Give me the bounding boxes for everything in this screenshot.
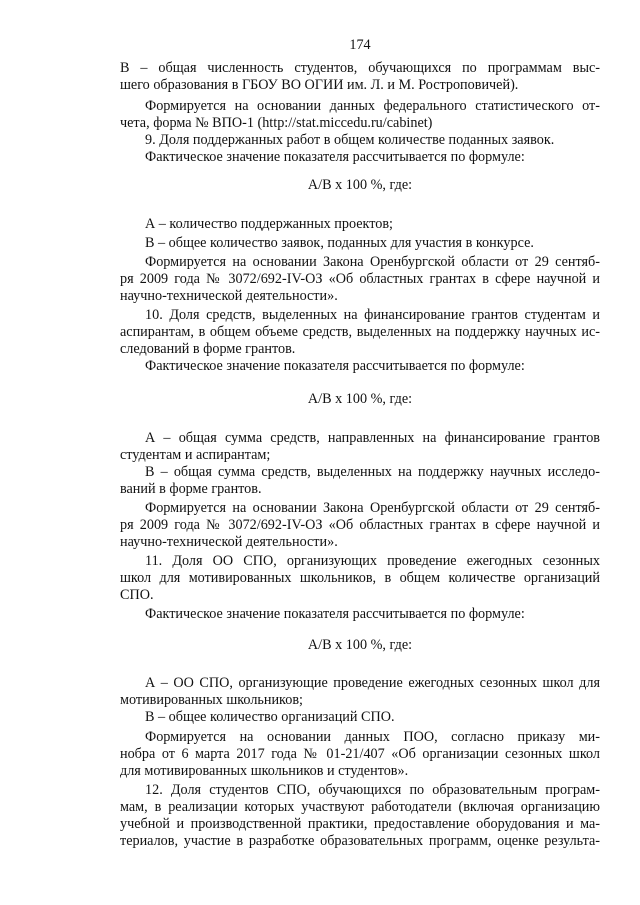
- text-line: Формируется на основании данных ПОО, согласно приказу ми-: [145, 729, 600, 745]
- text-line: А – количество поддержанных проектов;: [145, 216, 393, 232]
- text-line: мотивированных школьников;: [120, 692, 303, 708]
- list-item-heading: 10. Доля средств, выделенных на финансирование грантов студентам и: [145, 307, 600, 323]
- text-line: шего образования в ГБОУ ВО ОГИИ им. Л. и М. Ростроповичей).: [120, 77, 519, 93]
- text-line: Фактическое значение показателя рассчитывается по формуле:: [145, 606, 525, 622]
- text-line: В – общее количество организаций СПО.: [145, 709, 395, 725]
- text-line: Формируется на основании данных федерального статистического от-: [145, 98, 600, 114]
- list-item-heading: 12. Доля студентов СПО, обучающихся по образовательным програм-: [145, 782, 600, 798]
- formula: А/В х 100 %, где:: [307, 637, 413, 653]
- text-line: териалов, участие в разработке образовательных программ, оценке результа-: [120, 833, 600, 849]
- text-line: ря 2009 года № 3072/692-IV-ОЗ «Об областных грантах в сфере научной и: [120, 271, 600, 287]
- text-line: В – общее количество заявок, поданных для участия в конкурсе.: [145, 235, 534, 251]
- text-line: научно-технической деятельности».: [120, 288, 338, 304]
- text-line: научно-технической деятельности».: [120, 534, 338, 550]
- list-item-heading: 9. Доля поддержанных работ в общем количестве поданных заявок.: [145, 132, 555, 148]
- text-line: мам, в реализации которых участвуют работодатели (включая организацию: [120, 799, 600, 815]
- text-line: ваний в форме грантов.: [120, 481, 262, 497]
- text-line: А – общая сумма средств, направленных на финансирование грантов: [145, 430, 600, 446]
- text-line: студентам и аспирантам;: [120, 447, 271, 463]
- page-number: 174: [349, 37, 371, 53]
- text-line: В – общая сумма средств, выделенных на поддержку научных исследо-: [145, 464, 600, 480]
- text-line: В – общая численность студентов, обучающихся по программам выс-: [120, 60, 600, 76]
- text-line: учебной и производственной практики, предоставление оборудования и ма-: [120, 816, 600, 832]
- text-line: школ для мотивированных школьников, в общем количестве организаций: [120, 570, 600, 586]
- text-line: нобра от 6 марта 2017 года № 01-21/407 «Об организации сезонных школ: [120, 746, 600, 762]
- text-line: для мотивированных школьников и студентов».: [120, 763, 409, 779]
- text-line: следований в форме грантов.: [120, 341, 296, 357]
- text-line: Формируется на основании Закона Оренбургской области от 29 сентяб-: [145, 254, 600, 270]
- formula: А/В х 100 %, где:: [307, 177, 413, 193]
- text-line: аспирантам, в общем объеме средств, выделенных на поддержку научных ис-: [120, 324, 600, 340]
- text-line: Фактическое значение показателя рассчитывается по формуле:: [145, 358, 525, 374]
- text-line: А – ОО СПО, организующие проведение ежегодных сезонных школ для: [145, 675, 600, 691]
- text-line: Фактическое значение показателя рассчитывается по формуле:: [145, 149, 525, 165]
- text-line: Формируется на основании Закона Оренбургской области от 29 сентяб-: [145, 500, 600, 516]
- text-line: чета, форма № ВПО-1 (http://stat.miccedu.ru/cabinet): [120, 115, 433, 131]
- text-line: СПО.: [120, 587, 154, 603]
- text-line: ря 2009 года № 3072/692-IV-ОЗ «Об областных грантах в сфере научной и: [120, 517, 600, 533]
- list-item-heading: 11. Доля ОО СПО, организующих проведение ежегодных сезонных: [145, 553, 600, 569]
- formula: А/В х 100 %, где:: [307, 391, 413, 407]
